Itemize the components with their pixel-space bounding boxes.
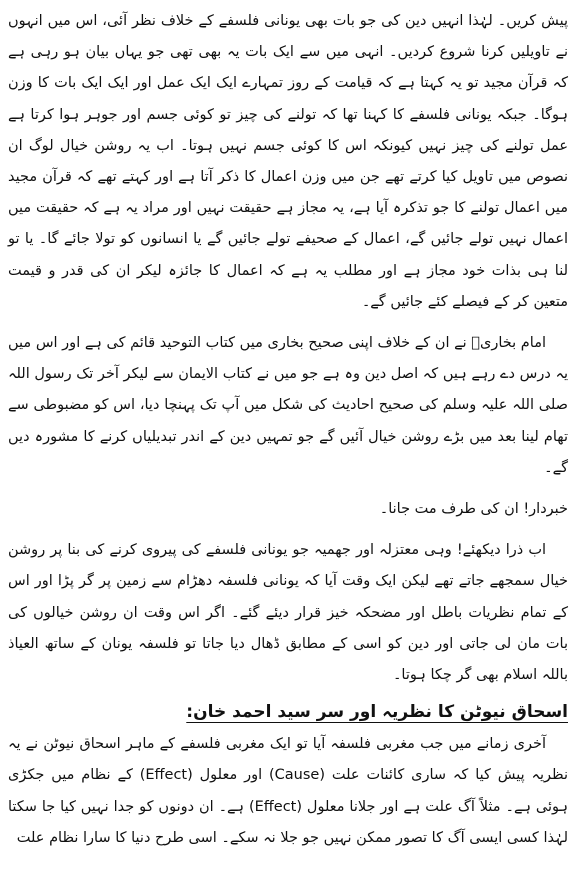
document-page (8, 6, 568, 889)
paragraph-mutazila: اب ذرا دیکھئے! وہی معتزلہ اور جھمیہ جو یونانی فلسفے کی پیروی کرنے کی بنا پر روشن خیال سمجھے جاتے تھے لیکن ایک وقت آیا کہ یونانی فلسفہ دھڑام سے زمین پر گر پڑا اور اس کے تمام نظریات باطل اور مضحکہ خیز قرار دیئے گئے۔ اگر اس وقت ان روشن خیالوں کی بات مان لی جاتی اور دین کو اسی کے مطابق ڈھال دیا جاتا تو فلسفہ یونان کے ساتھ العیاذ باللہ اسلام بھی گر چکا ہوتا۔ (8, 542, 568, 684)
newton-text-3: ) کے نظام میں جکڑی ہوئی ہے۔ مثلاً آگ علت ہے اور جلانا معلول ( (8, 767, 568, 815)
paragraph-newton (8, 729, 568, 854)
paragraph-philosophy-weighing: پیش کریں۔ لہٰذا انہیں دین کی جو بات بھی یونانی فلسفے کے خلاف نظر آئی، اس میں انہوں نے تاویلیں کرنا شروع کردیں۔ انہی میں سے ایک بات یہ بھی تھی جو یہاں بیان ہو رہی ہے کہ قرآن مجید تو یہ کہتا ہے کہ قیامت کے روز تمہارے ایک ایک عمل اور ایک ایک بات کا وزن ہوگا۔ جبکہ یونانی فلسفے کا کہنا تھا کہ تولنے کی چیز تو کوئی جسم اور جوہر ہوا کرتا ہے عمل تولنے کی چیز نہیں کیونکہ اس کا کوئی جسم نہیں ہوتا۔ اب یہ روشن خیال لوگ ان نصوص میں تاویل کیا کرتے تھے جن میں وزن اعمال کا ذکر آتا ہے اور کہتے تھے کہ قرآن مجید میں اعمال تولنے کا جو تذکرہ آیا ہے، یہ مجاز ہے حقیقت نہیں اور مراد یہ ہے کہ حقیقت میں اعمال نہیں تولے جائیں گے، اعمال کے صحیفے تولے جائیں گے یا انسانوں کو تولا جائے گا۔ یا تو لنا ہی بذات خود مجاز ہے اور مطلب یہ ہے کہ اعمال کا جائزہ لیکر ان کی قدر و قیمت متعین کر کے فیصلے کئے جائیں گے۔ (8, 13, 568, 310)
newton-text-1: آخری زمانے میں جب مغربی فلسفہ آیا تو ایک مغربی فلسفے کے ماہر اسحاق نیوٹن نے یہ نظریہ پیش کیا کہ ساری کائنات علت ( (8, 736, 568, 784)
section-heading: اسحاق نیوٹن کا نظریہ اور سر سید احمد خان: (186, 702, 568, 723)
newton-text-2: ) اور معلول ( (187, 767, 275, 784)
paragraph-imam-bukhari: امام بخاریؒ نے ان کے خلاف اپنی صحیح بخاری میں کتاب التوحید قائم کی ہے اور اس میں یہ درس دے رہے ہیں کہ اصل دین وہ ہے جو میں نے کتاب الایمان سے لیکر آخر تک رسول اللہ صلی اللہ علیہ وسلم کی صحیح احادیث کی شکل میں آپ تک پہنچا دیا، اس کو مضبوطی سے تھام لینا بعد میں بڑے روشن خیال آئیں گے جو تمہیں دین کے اندر تبدیلیاں کرنے کا مشورہ دیں گے۔ (8, 335, 568, 476)
paragraph-warning: خبردار! ان کی طرف مت جانا۔ (379, 501, 568, 518)
newton-text-4: ) ہے۔ ان دونوں کو جدا نہیں کیا جا سکتا لہٰذا کسی ایسی آگ کا تصور ممکن نہیں جو جلا نہ سکے۔ اسی طرح دنیا کا سارا نظام علت (8, 798, 568, 846)
term-cause: Cause (274, 767, 320, 784)
term-effect-2: Effect (254, 798, 297, 815)
term-effect: Effect (145, 767, 188, 784)
